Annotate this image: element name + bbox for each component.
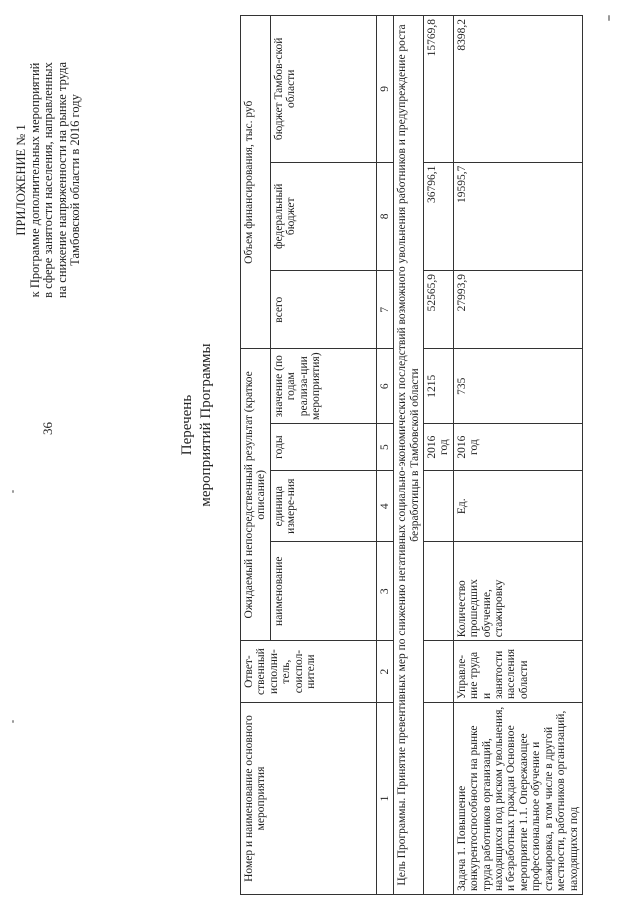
header-years: годы xyxy=(270,424,376,471)
header-measure: Номер и наименование основного мероприятия xyxy=(241,702,377,894)
appendix-line: в сфере занятости населения, направленных xyxy=(41,62,56,298)
document-heading xyxy=(178,245,216,605)
task-result-name: Количество прошедших обучение, стажировку xyxy=(453,542,582,641)
summary-year: 2016 год xyxy=(424,424,454,471)
heading-line-2: мероприятий Программы xyxy=(198,343,214,507)
column-number: 5 xyxy=(376,424,393,471)
header-executor: Ответ-ственный исполни-тель, соиспол-нители xyxy=(241,641,377,703)
column-number: 2 xyxy=(376,641,393,703)
appendix-block xyxy=(15,30,83,330)
task-total: 27993,9 xyxy=(453,271,582,349)
task-regional: 8398,2 xyxy=(453,16,582,163)
column-number: 4 xyxy=(376,471,393,542)
column-number: 7 xyxy=(376,271,393,349)
header-financing: Объем финансирования, тыс. руб xyxy=(241,16,271,349)
appendix-line: на снижение напряженности на рынке труда xyxy=(54,61,69,299)
header-regional: бюджет Тамбов-ской области xyxy=(270,16,376,163)
task-row xyxy=(453,16,582,895)
header-federal: федеральный бюджет xyxy=(270,162,376,270)
column-number: 6 xyxy=(376,349,393,424)
appendix-title: ПРИЛОЖЕНИЕ № 1 xyxy=(14,124,28,236)
heading-line-1: Перечень xyxy=(179,394,195,456)
appendix-line: к Программе дополнительных мероприятий xyxy=(27,62,42,298)
task-federal: 19595,7 xyxy=(453,162,582,270)
header-expected-result: Ожидаемый непосредственный результат (краткое описание) xyxy=(241,349,271,641)
program-goal: Цель Программы. Принятие превентивных мер по снижению негативных социально-экономических последствий возможного увольнения работников и предупреждение роста безработицы в Тамбовской области xyxy=(394,16,424,895)
summary-total: 52565,9 xyxy=(424,271,454,349)
page-number: 36 xyxy=(40,422,55,435)
program-table xyxy=(240,15,583,895)
task-unit: Ед. xyxy=(453,471,582,542)
header-value: значение (по годам реализа-ции мероприятия) xyxy=(270,349,376,424)
task-year: 2016 год xyxy=(453,424,582,471)
column-number: 1 xyxy=(376,702,393,894)
task-value: 735 xyxy=(453,349,582,424)
task-description: Задача 1. Повышение конкурентоспособности на рынке труда работников организаций, находящихся под риском увольнения, и безработных граждан Основное мероприятие 1.1. Опережающее профессиональное обучение и стажировка, в том числе в другой местности, работников организаций, находящихся под xyxy=(453,702,582,894)
header-unit: единица измере-ния xyxy=(270,471,376,542)
summary-regional: 15769,8 xyxy=(424,16,454,163)
column-number: 3 xyxy=(376,542,393,641)
summary-row xyxy=(424,16,454,895)
goal-row xyxy=(394,16,424,895)
task-executor: Управле-ние труда и занятости населения области xyxy=(453,641,582,703)
header-total: всего xyxy=(270,271,376,349)
summary-value: 1215 xyxy=(424,349,454,424)
column-number: 9 xyxy=(376,16,393,163)
column-number-row xyxy=(376,16,393,895)
summary-federal: 36796,1 xyxy=(424,162,454,270)
column-number: 8 xyxy=(376,162,393,270)
appendix-line: Тамбовской области в 2016 году xyxy=(68,94,83,266)
header-name: наименование xyxy=(270,542,376,641)
